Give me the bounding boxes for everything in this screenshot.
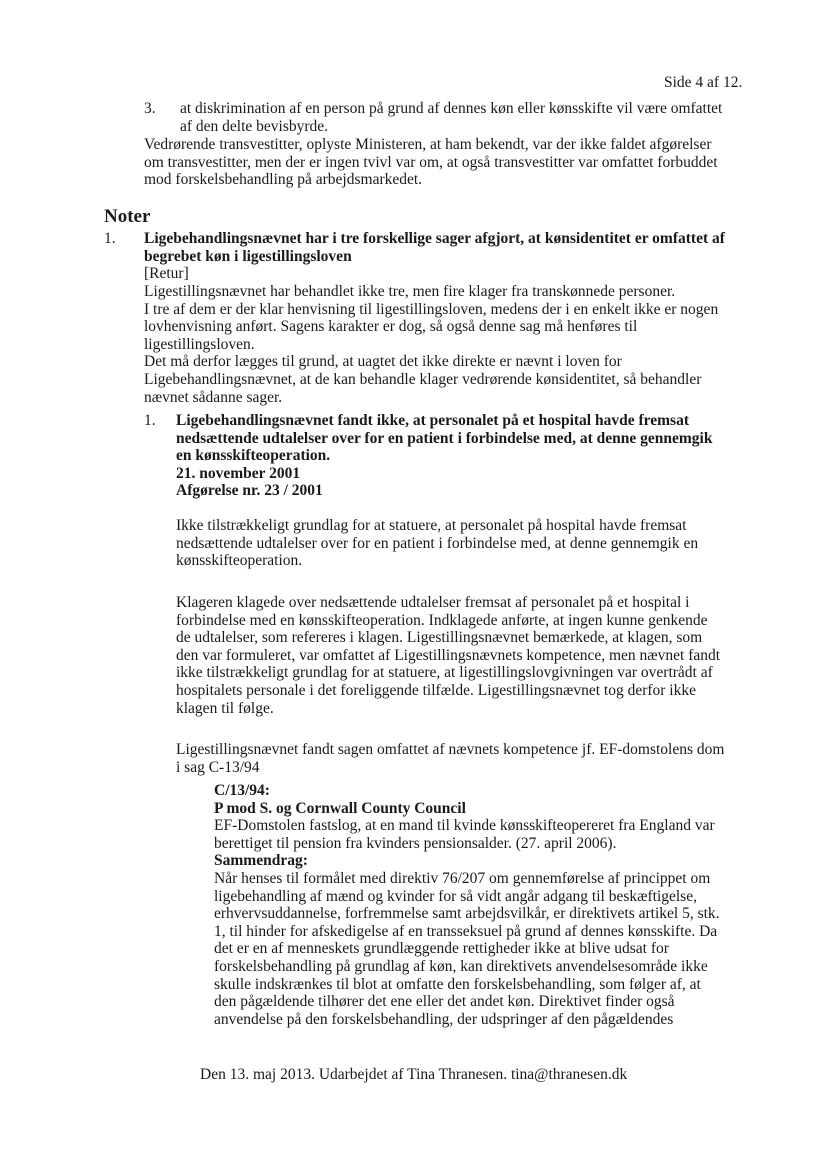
text-line: forbindelse med en kønsskifteoperation. Indklagede anførte, at ingen kunne genkende <box>176 611 708 629</box>
case-number: 1. <box>144 412 156 429</box>
text-line: kønsskifteoperation. <box>176 552 303 570</box>
text-line: nævnet sådanne sager. <box>144 388 283 406</box>
text-line: EF-Domstolen fastslog, at en mand til kvinde kønsskifteopereret fra England var <box>214 817 715 835</box>
text-line: Når henses til formålet med direktiv 76/207 om gennemførelse af princippet om <box>214 869 711 887</box>
ecj-case-parties: P mod S. og Cornwall County Council <box>214 799 466 817</box>
case-date: 21. november 2001 <box>176 464 301 482</box>
case-decision-number: Afgørelse nr. 23 / 2001 <box>176 482 323 500</box>
text-line: det er en af menneskets grundlæggende rettigheder ikke at blive udsat for <box>214 940 669 958</box>
text-line: en kønsskifteoperation. <box>176 447 331 465</box>
text-line: I tre af dem er der klar henvisning til ligestillingsloven, medens der i en enkelt ikke er nogen <box>144 300 719 318</box>
text-line: klagen til følge. <box>176 699 274 717</box>
transvestite-paragraph <box>144 136 718 189</box>
text-line: erhvervsuddannelse, forfremmelse samt arbejdsvilkår, er direktivets artikel 5, stk. <box>214 905 720 923</box>
case-1-summary <box>176 517 698 570</box>
text-line: de udtalelser, som refereres i klagen. Ligestillingsnævnet bemærkede, at klagen, som <box>176 629 703 647</box>
case-1-competence <box>176 741 724 776</box>
text-line: den var formuleret, var omfattet af Ligestillingsnævnets kompetence, men nævnet fandt <box>176 646 721 664</box>
case-1-complaint <box>176 594 720 717</box>
page-number: Side 4 af 12. <box>664 74 743 91</box>
text-line: ligestillingsloven. <box>144 335 255 353</box>
text-line: Klageren klagede over nedsættende udtalelser fremsat af personalet på et hospital i <box>176 594 690 611</box>
text-line: Ikke tilstrækkeligt grundlag for at statuere, at personalet på hospital havde fremsat <box>176 517 687 534</box>
text-line: forskelsbehandling på grundlag af køn, kan direktivets anvendelsesområde ikke <box>214 957 708 975</box>
return-link[interactable]: [Retur] <box>144 265 189 282</box>
note-1-body <box>144 283 718 406</box>
text-line: Det må derfor lægges til grund, at uagtet det ikke direkte er nævnt i loven for <box>144 353 622 371</box>
case-1-title <box>176 412 712 500</box>
text-line: i sag C-13/94 <box>176 758 260 776</box>
text-line: Ligebehandlingsnævnet fandt ikke, at personalet på et hospital havde fremsat <box>176 412 689 429</box>
text-line: ikke tilstrækkeligt grundlag for at statuere, at ligestillingslovgivningen var overtrådt af <box>176 664 713 682</box>
text-line: af den delte bevisbyrde. <box>180 117 329 135</box>
text-line: om transvestitter, men der er ingen tvivl var om, at også transvestitter var omfattet forbuddet <box>144 153 718 171</box>
text-line: Ligebehandlingsnævnet har i tre forskellige sager afgjort, at kønsidentitet er omfattet af <box>144 230 725 247</box>
list-item-3-text <box>180 100 722 135</box>
text-line: hospitalets personale i det foreliggende tilfælde. Ligestillingsnævnet tog derfor ikke <box>176 681 696 699</box>
text-line: Ligebehandlingsnævnet, at de kan behandle klager vedrørende kønsidentitet, så behandler <box>144 370 702 388</box>
text-line: 1, til hinder for afskedigelse af en transseksuel på grund af dennes kønsskifte. Da <box>214 922 718 940</box>
text-line: anvendelse på den forskelsbehandling, der udspringer af den pågældendes <box>214 1010 674 1028</box>
text-line: Vedrørende transvestitter, oplyste Ministeren, at ham bekendt, var der ikke faldet afgørelser <box>144 136 712 153</box>
text-line: Ligestillingsnævnet har behandlet ikke tre, men fire klager fra transkønnede personer. <box>144 283 676 300</box>
note-1-title <box>144 230 725 265</box>
text-line: mod forskelsbehandling på arbejdsmarkedet. <box>144 171 423 189</box>
text-line: lovhenvisning anført. Sagens karakter er dog, så også denne sag må henføres til <box>144 318 638 336</box>
summary-heading: Sammendrag: <box>214 852 308 870</box>
note-number: 1. <box>104 230 116 247</box>
text-line: den pågældende tilhører det ene eller det andet køn. Direktivet finder også <box>214 993 675 1011</box>
text-line: berettiget til pension fra kvinders pensionsalder. (27. april 2006). <box>214 834 617 852</box>
list-number: 3. <box>144 100 156 117</box>
text-line: Ligestillingsnævnet fandt sagen omfattet af nævnets kompetence jf. EF-domstolens dom <box>176 741 725 758</box>
text-line: at diskrimination af en person på grund af dennes køn eller kønsskifte vil være omfattet <box>180 100 723 117</box>
text-line: ligebehandling af mænd og kvinder for så vidt angår adgang til beskæftigelse, <box>214 887 697 905</box>
ecj-case-block <box>214 782 720 1028</box>
text-line: skulle indskrænkes til blot at omfatte den forskelsbehandling, som følger af, at <box>214 975 701 993</box>
page-footer: Den 13. maj 2013. Udarbejdet af Tina Thranesen. tina@thranesen.dk <box>200 1066 628 1083</box>
notes-heading: Noter <box>104 206 151 227</box>
text-line: begrebet køn i ligestillingsloven <box>144 247 352 265</box>
text-line: nedsættende udtalelser over for en patient i forbindelse med, at denne gennemgik <box>176 429 713 447</box>
text-line: nedsættende udtalelser over for en patient i forbindelse med, at denne gennemgik en <box>176 534 699 552</box>
ecj-case-id: C/13/94: <box>214 782 270 799</box>
